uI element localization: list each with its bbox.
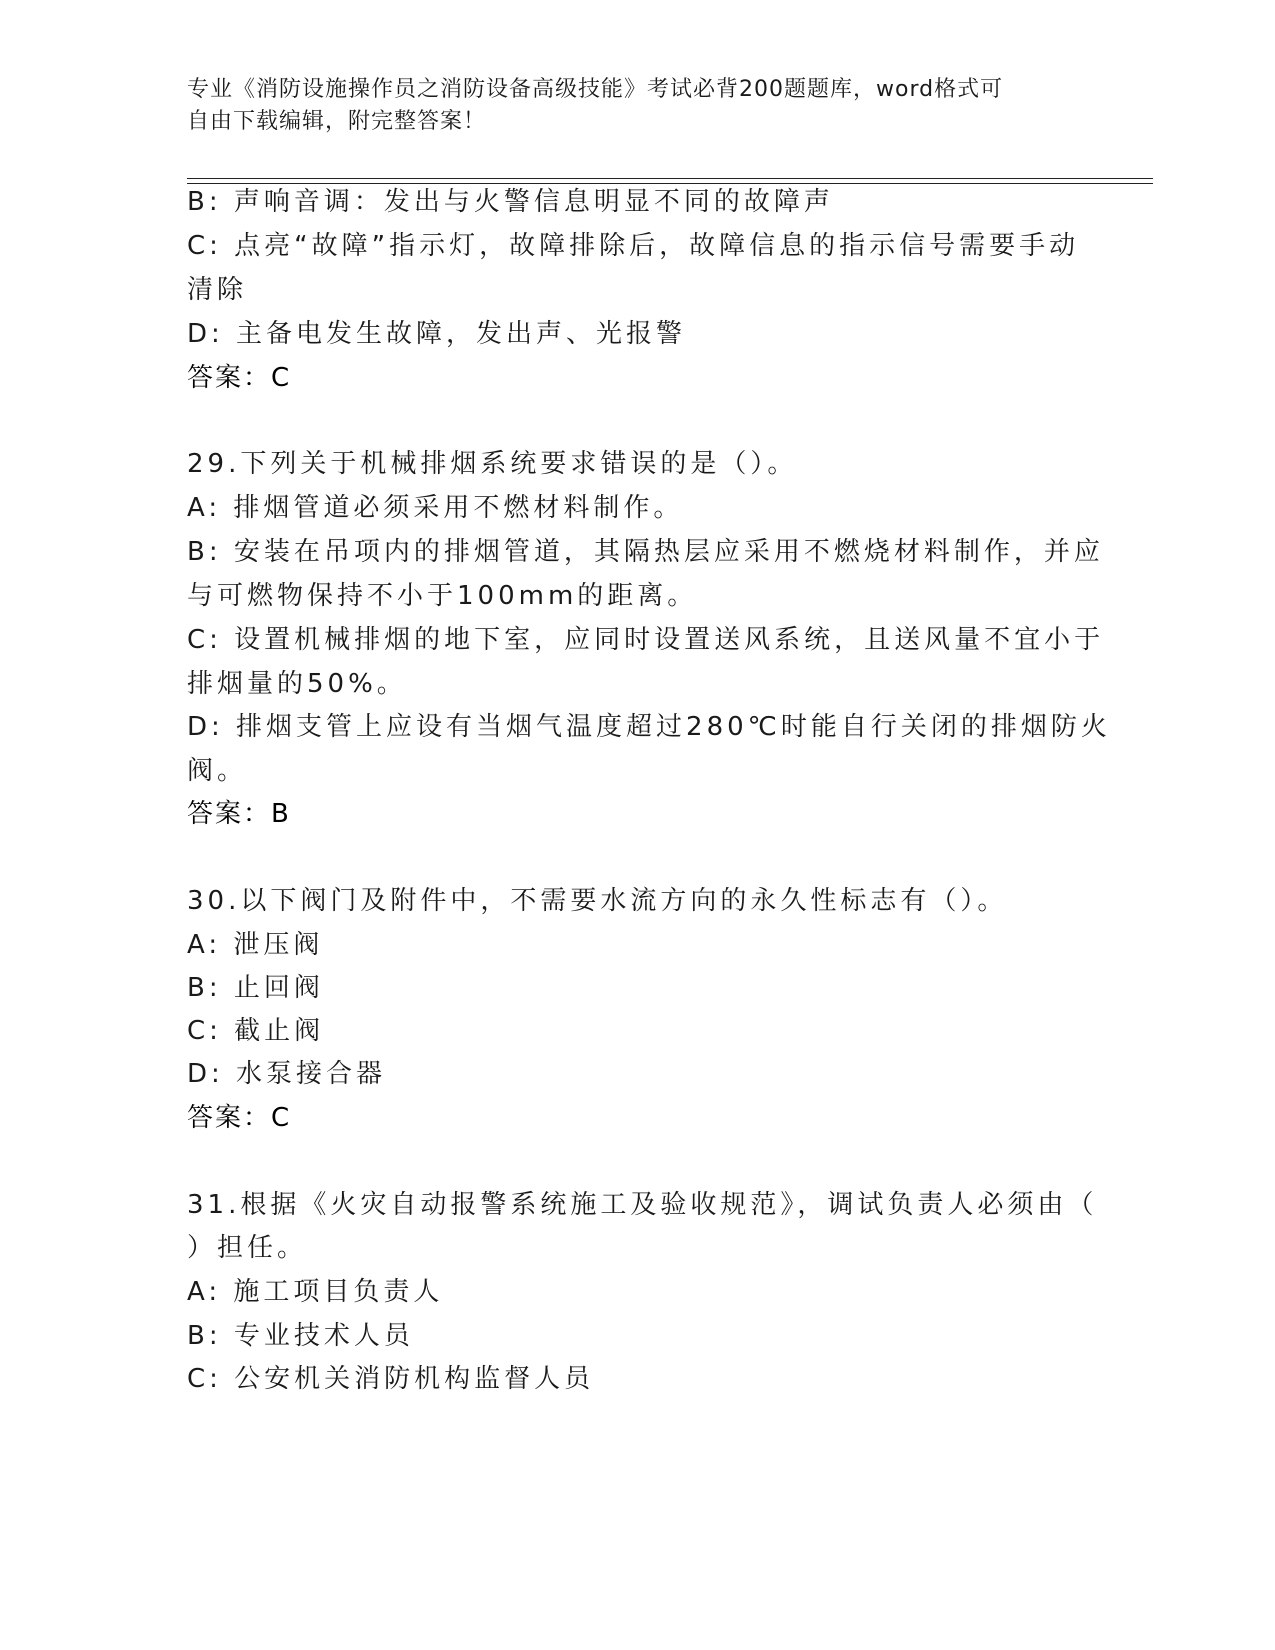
- q31-option-b: B: 专业技术人员: [187, 1321, 414, 1351]
- q30-question: 30.以下阀门及附件中，不需要水流方向的永久性标志有（）。: [187, 886, 1008, 916]
- q29-option-d-line-1: D: 排烟支管上应设有当烟气温度超过280℃时能自行关闭的排烟防火: [187, 712, 1111, 742]
- q29-question: 29.下列关于机械排烟系统要求错误的是（）。: [187, 449, 798, 479]
- q30-option-c: C: 截止阀: [187, 1016, 325, 1046]
- q28-answer: 答案：C: [187, 363, 292, 393]
- q29-option-c-line-2: 排烟量的50%。: [187, 669, 407, 699]
- q28-option-d: D: 主备电发生故障，发出声、光报警: [187, 319, 687, 349]
- q29-answer: 答案：B: [187, 799, 291, 829]
- q28-option-c-line-1: C: 点亮“故障”指示灯，故障排除后，故障信息的指示信号需要手动: [187, 231, 1080, 261]
- q31-question-line-1: 31.根据《火灾自动报警系统施工及验收规范》，调试负责人必须由（: [187, 1190, 1098, 1220]
- q29-option-d-line-2: 阀。: [187, 756, 248, 786]
- header-title-line-2: 自由下载编辑，附完整答案！: [187, 109, 487, 134]
- header-divider-bottom: [187, 183, 1153, 184]
- q29-option-c-line-1: C: 设置机械排烟的地下室，应同时设置送风系统，且送风量不宜小于: [187, 625, 1105, 655]
- q31-question-line-2: ）担任。: [187, 1233, 308, 1263]
- q29-option-b-line-1: B: 安装在吊项内的排烟管道，其隔热层应采用不燃烧材料制作，并应: [187, 537, 1104, 567]
- q29-option-a: A: 排烟管道必须采用不燃材料制作。: [187, 493, 684, 523]
- q28-option-b: B: 声响音调：发出与火警信息明显不同的故障声: [187, 187, 834, 217]
- q28-option-c-line-2: 清除: [187, 275, 248, 305]
- header-title-line-1: 专业《消防设施操作员之消防设备高级技能》考试必背200题题库，word格式可: [187, 77, 1004, 102]
- q30-option-b: B: 止回阀: [187, 973, 324, 1003]
- q30-option-d: D: 水泵接合器: [187, 1059, 387, 1089]
- q31-option-a: A: 施工项目负责人: [187, 1277, 444, 1307]
- document-header: [187, 74, 1087, 138]
- header-divider-top: [187, 178, 1153, 179]
- q30-answer: 答案：C: [187, 1103, 292, 1133]
- q30-option-a: A: 泄压阀: [187, 930, 324, 960]
- q31-option-c: C: 公安机关消防机构监督人员: [187, 1364, 595, 1394]
- q29-option-b-line-2: 与可燃物保持不小于100mm的距离。: [187, 581, 698, 611]
